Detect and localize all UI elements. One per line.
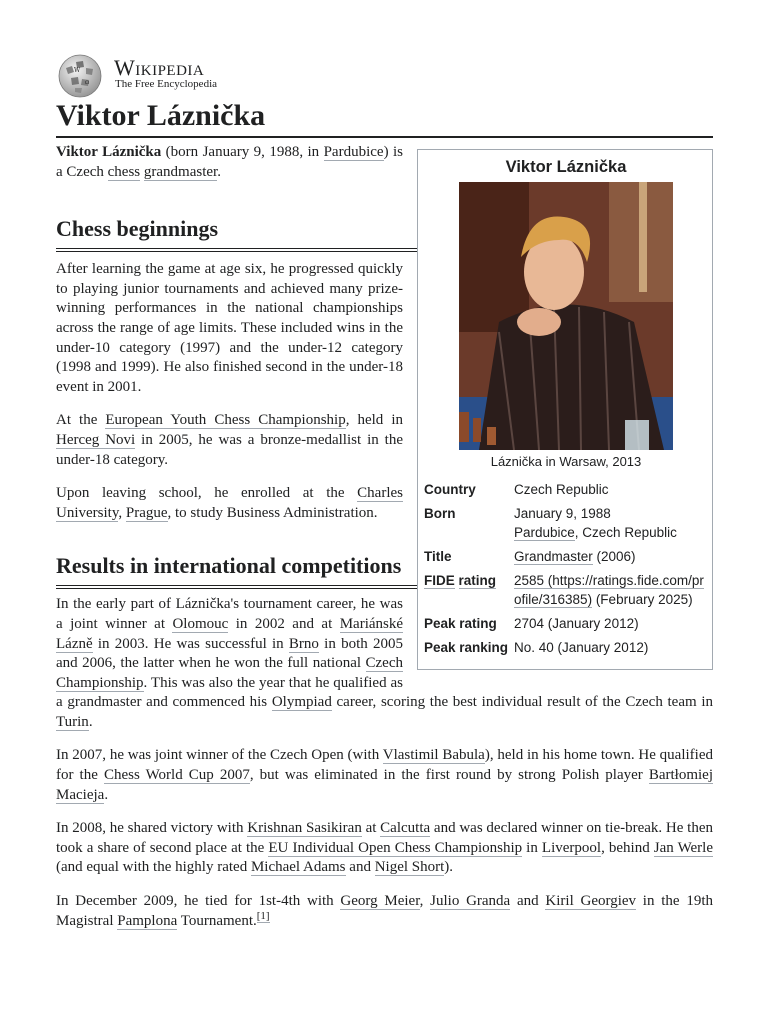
- beginnings-paragraph-2: At the European Youth Chess Championship, held in Herceg Novi in 2005, he was a bronze-medallist in the under-18 category.: [56, 412, 403, 468]
- title-link[interactable]: Grandmaster: [514, 549, 593, 564]
- born-place-link[interactable]: Pardubice: [514, 525, 575, 540]
- link-marianske-lazne[interactable]: Mariánské Lázně: [56, 615, 404, 652]
- results-paragraph-3: In 2008, he shared victory with Krishnan Sasikiran at Calcutta and was declared winner on tie-break. He then took a share of second place at the EU Individual Open Chess Championship in Liverpool, behind Jan Werle (and equal with the highly rated Michael Adams and Nigel Short).: [56, 820, 713, 876]
- tagline: The Free Encyclopedia: [115, 78, 218, 90]
- title-label: Title: [424, 549, 452, 564]
- born-date: January 9, 1988: [514, 506, 611, 521]
- link-olympiad[interactable]: Olympiad: [271, 694, 332, 711]
- infobox-title: Viktor Láznička: [505, 158, 627, 176]
- heading-chess-beginnings: Chess beginnings: [56, 214, 713, 252]
- results-paragraph-4: In December 2009, he tied for 1st-4th with Georg Meier, Julio Granda and Kiril Georgiev in the 19th Magistral Pamplona Tournament.[1]: [56, 893, 713, 929]
- link-krishnan-sasikiran[interactable]: Krishnan Sasikiran: [247, 820, 362, 837]
- peak-ranking-value: No. 40 (January 2012): [514, 640, 649, 655]
- link-jan-werle[interactable]: Jan Werle: [653, 839, 713, 856]
- link-european-youth-championship[interactable]: European Youth Chess Championship: [105, 412, 346, 429]
- infobox-row-title: [424, 546, 708, 570]
- country-value: Czech Republic: [514, 482, 609, 497]
- portrait-photo[interactable]: [459, 182, 673, 450]
- lead-paragraph: Viktor Láznička (born January 9, 1988, in Pardubice) is a Czech chess grandmaster.: [56, 144, 403, 180]
- infobox-row-peak-ranking: [424, 637, 708, 661]
- fide-value-link[interactable]: 2585 (https://ratings.fide.com/profile/316385): [514, 573, 704, 607]
- link-eu-individual-open[interactable]: EU Individual Open Chess Championship: [268, 839, 523, 856]
- article-body: [56, 143, 713, 945]
- link-olomouc[interactable]: Olomouc: [172, 615, 229, 632]
- link-charles-university[interactable]: Charles University: [56, 485, 403, 521]
- page-title: Viktor Láznička: [56, 96, 713, 138]
- link-brno[interactable]: Brno: [288, 635, 319, 652]
- infobox-row-country: [424, 479, 708, 503]
- born-place-rest: , Czech Republic: [574, 525, 677, 540]
- wordmark: Wikipedia: [114, 55, 205, 80]
- peak-ranking-label: Peak ranking: [424, 640, 509, 655]
- photo-caption: Láznička in Warsaw, 2013: [490, 454, 642, 469]
- heading-results: Results in international competitions: [56, 551, 713, 589]
- link-georg-meier[interactable]: Georg Meier: [340, 893, 420, 910]
- link-pamplona[interactable]: Pamplona: [117, 912, 178, 929]
- svg-text:Ω: Ω: [85, 80, 90, 86]
- link-turin[interactable]: Turin: [56, 713, 89, 730]
- infobox: [417, 149, 713, 670]
- link-vlastimil-babula[interactable]: Vlastimil Babula: [382, 747, 485, 764]
- lead-subject: Viktor Láznička: [56, 144, 162, 160]
- reference-1[interactable]: [1]: [256, 909, 270, 922]
- beginnings-paragraph-3: Upon leaving school, he enrolled at the Charles University, Prague, to study Business Administration.: [56, 485, 403, 521]
- link-nigel-short[interactable]: Nigel Short: [374, 859, 445, 876]
- born-label: Born: [424, 506, 456, 521]
- link-liverpool[interactable]: Liverpool: [541, 839, 602, 856]
- fide-value-rest: (February 2025): [592, 592, 693, 607]
- infobox-table: [424, 479, 708, 661]
- link-grandmaster[interactable]: grandmaster: [143, 163, 218, 180]
- infobox-row-fide: [424, 570, 708, 613]
- link-bartlomiej-macieja[interactable]: Bartłomiej Macieja: [56, 767, 713, 803]
- link-czech-championship[interactable]: Czech Championship: [56, 655, 403, 691]
- link-kiril-georgiev[interactable]: Kiril Georgiev: [545, 893, 637, 910]
- infobox-row-born: [424, 503, 708, 546]
- link-pardubice[interactable]: Pardubice: [323, 144, 384, 160]
- fide-label-link[interactable]: FIDE: [424, 573, 455, 588]
- peak-rating-label: Peak rating: [424, 616, 497, 631]
- results-paragraph-2: In 2007, he was joint winner of the Czech Open (with Vlastimil Babula), held in his home town. He qualified for the Chess World Cup 2007, but was eliminated in the first round by strong Polish player Bartłomiej Macieja.: [56, 747, 713, 803]
- rating-label-link[interactable]: rating: [458, 573, 497, 588]
- link-prague[interactable]: Prague: [125, 504, 168, 521]
- peak-rating-value: 2704 (January 2012): [514, 616, 639, 631]
- beginnings-paragraph-1: After learning the game at age six, he progressed quickly to playing junior tournaments and achieved many prize-winning performances in the national championships across the range of age limits. These included wins in the under-10 category (1997) and the under-12 category (1998 and 1999). He also finished second in the under-18 event in 2001.: [56, 261, 403, 395]
- results-paragraph-1: In the early part of Láznička's tournament career, he was a joint winner at Olomouc in 2002 and at Mariánské Lázně in 2003. He was successful in Brno in both 2005 and 2006, the latter when he won the full national Czech Championship. This was also the year that he qualified as a grandmaster and commenced his Olympiad career, scoring the best individual result of the Czech team in Turin.: [56, 596, 714, 730]
- link-julio-granda[interactable]: Julio Granda: [430, 893, 511, 910]
- link-chess-world-cup-2007[interactable]: Chess World Cup 2007: [103, 767, 250, 784]
- wikipedia-globe-logo[interactable]: [56, 54, 104, 98]
- svg-text:W: W: [74, 67, 81, 74]
- link-michael-adams[interactable]: Michael Adams: [250, 859, 346, 876]
- link-herceg-novi[interactable]: Herceg Novi: [56, 431, 136, 448]
- title-year: (2006): [592, 549, 636, 564]
- link-calcutta[interactable]: Calcutta: [380, 820, 431, 837]
- infobox-row-peak-rating: [424, 613, 708, 637]
- link-chess[interactable]: chess: [107, 163, 141, 180]
- country-label: Country: [424, 482, 476, 497]
